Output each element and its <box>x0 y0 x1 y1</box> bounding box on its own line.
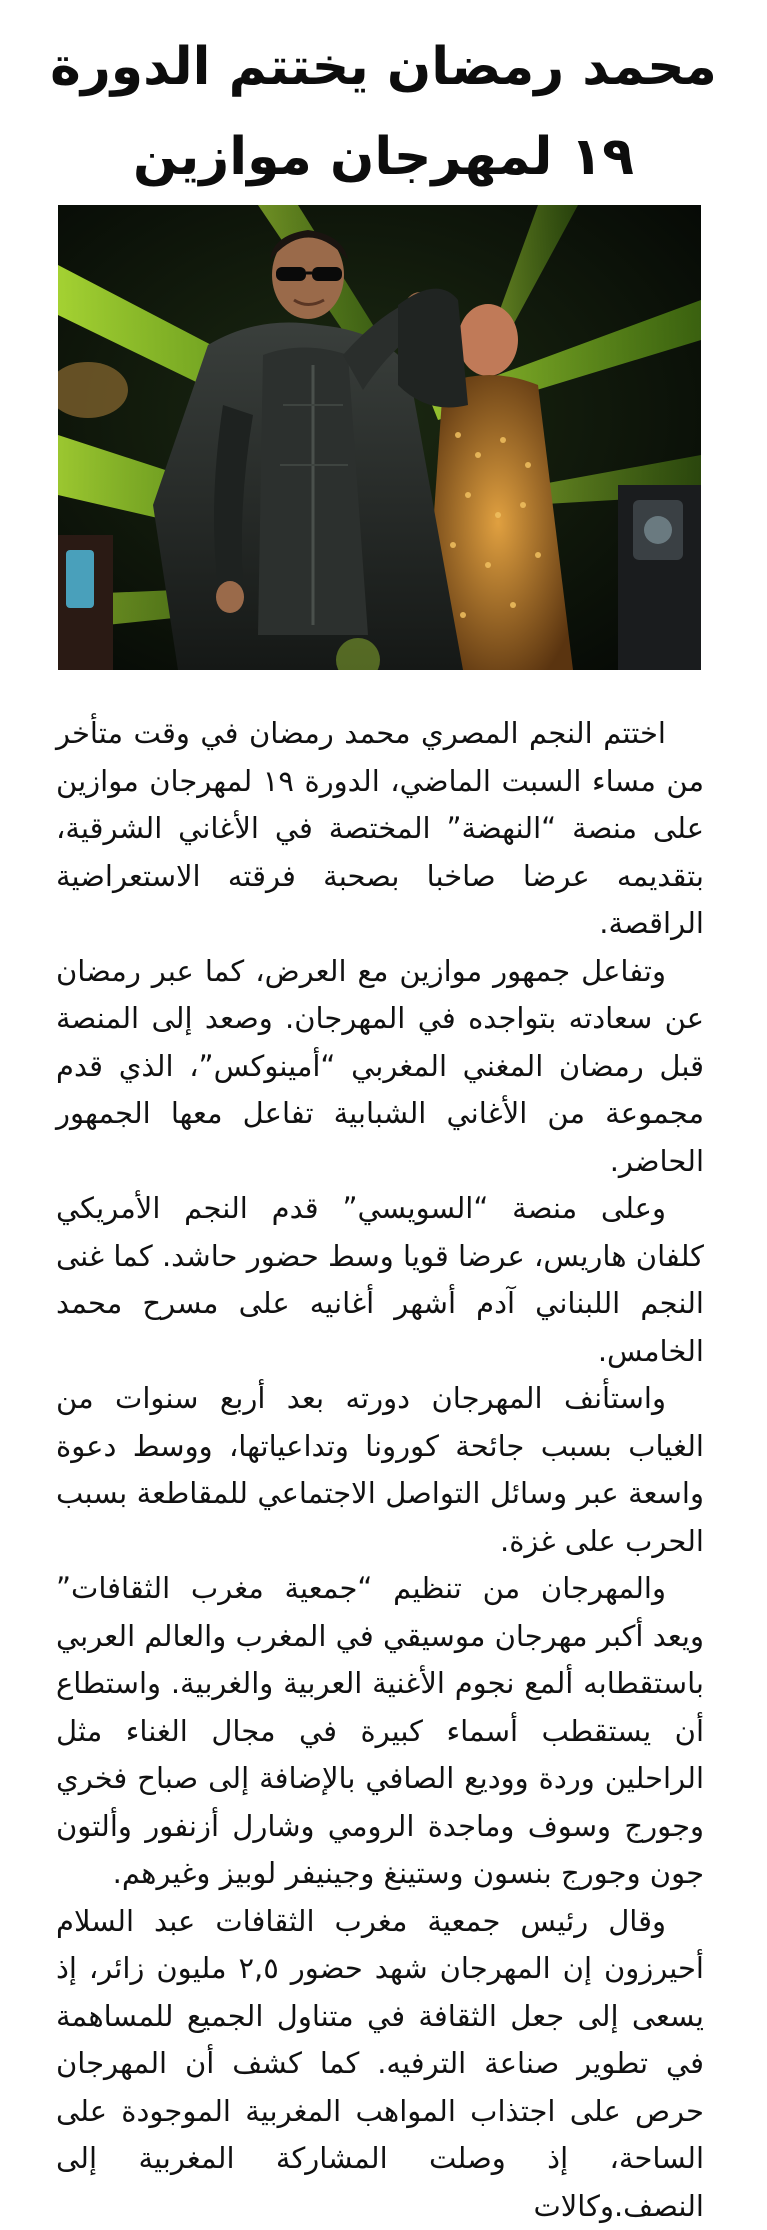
article-paragraph: واستأنف المهرجان دورته بعد أربع سنوات من الغياب بسبب جائحة كورونا وتداعياتها، ووسط دعوة واسعة عبر وسائل التواصل الاجتماعي للمقاطعة بسبب الحرب على غزة. <box>56 1375 704 1565</box>
headline-line-2: ١٩ لمهرجان موازين <box>40 112 727 202</box>
headline-line-1: محمد رمضان يختتم الدورة <box>40 22 727 112</box>
article-paragraph: والمهرجان من تنظيم “جمعية مغرب الثقافات” ويعد أكبر مهرجان موسيقي في المغرب والعالم العربي باستقطابه ألمع نجوم الأغنية العربية والغربية. واستطاع أن يستقطب أسماء كبيرة في مجال الغناء مثل الراحلين وردة ووديع الصافي بالإضافة إلى صباح فخري وجورج وسوف وماجدة الرومي وشارل أزنفور وألتون جون وجورج بنسون وستينغ وجينيفر لوبيز وغيرهم. <box>56 1565 704 1898</box>
article-photo <box>58 205 701 670</box>
article-paragraph: وتفاعل جمهور موازين مع العرض، كما عبر رمضان عن سعادته بتواجده في المهرجان. وصعد إلى المنصة قبل رمضان المغني المغربي “أمينوكس”، الذي قدم مجموعة من الأغاني الشبابية تفاعل معها الجمهور الحاضر. <box>56 948 704 1186</box>
headline <box>40 22 727 202</box>
article-body <box>56 710 704 2230</box>
article-paragraph: وعلى منصة “السويسي” قدم النجم الأمريكي كلفان هاريس، عرضا قويا وسط حضور حاشد. كما غنى النجم اللبناني آدم أشهر أغانيه على مسرح محمد الخامس. <box>56 1185 704 1375</box>
concert-performer-photo <box>58 205 701 670</box>
article-paragraph: اختتم النجم المصري محمد رمضان في وقت متأخر من مساء السبت الماضي، الدورة ١٩ لمهرجان موازين على منصة “النهضة” المختصة في الأغاني الشرقية، بتقديمه عرضا صاخبا بصحبة فرقته الاستعراضية الراقصة. <box>56 710 704 948</box>
article-paragraph: وقال رئيس جمعية مغرب الثقافات عبد السلام أحيرزون إن المهرجان شهد حضور ٢,٥ مليون زائر، إذ يسعى إلى جعل الثقافة في متناول الجميع للمساهمة في تطوير صناعة الترفيه. كما كشف أن المهرجان حرص على اجتذاب المواهب المغربية الموجودة على الساحة، إذ وصلت المشاركة المغربية إلى النصف.وكالات <box>56 1898 704 2230</box>
